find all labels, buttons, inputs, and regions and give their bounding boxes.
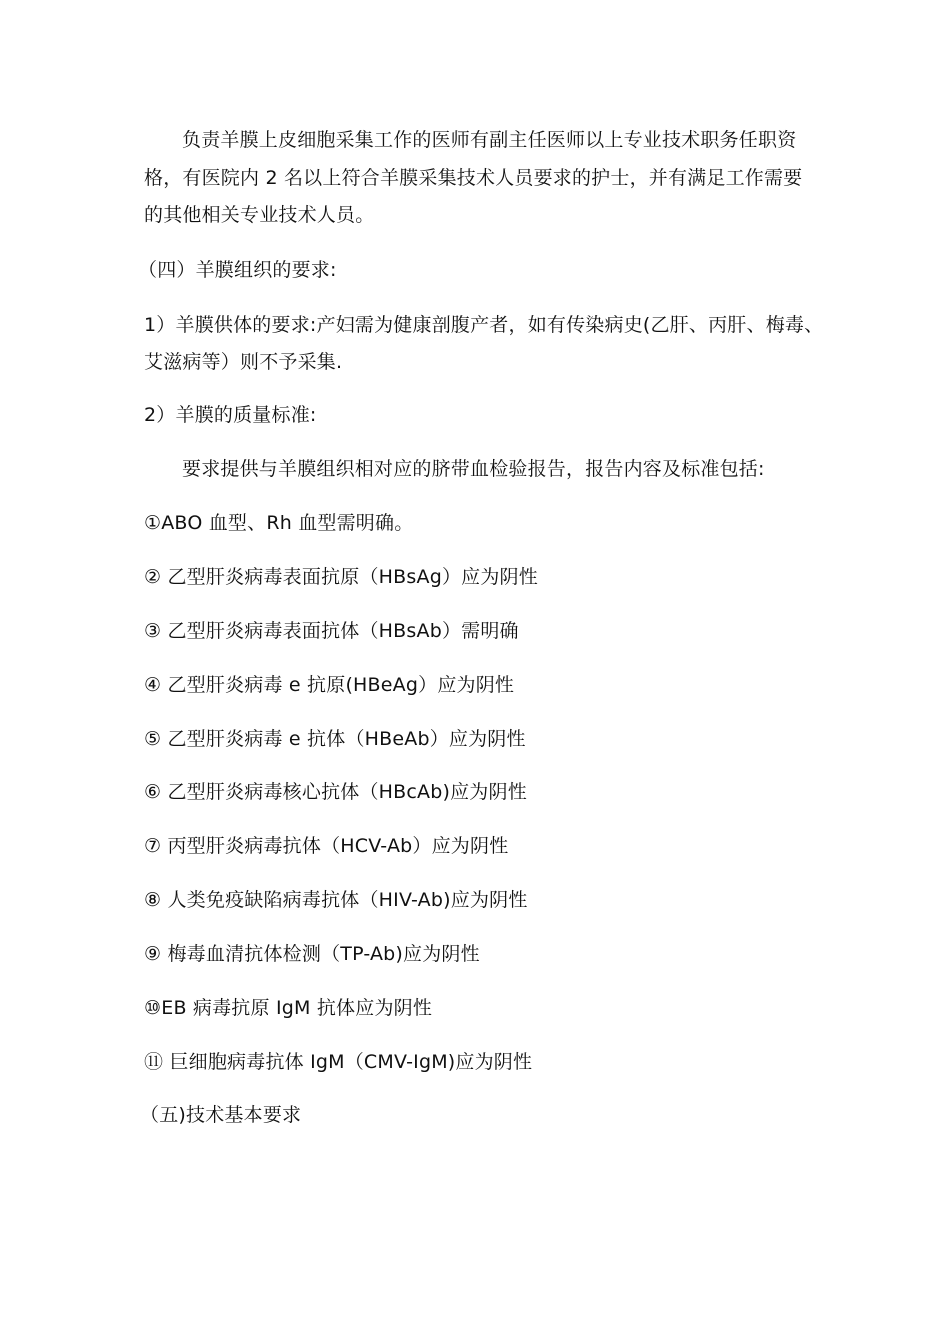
list-item-line: 1）羊膜供体的要求:产妇需为健康剖腹产者，如有传染病史(乙肝、丙肝、梅毒、: [144, 314, 824, 336]
paragraph-line: 负责羊膜上皮细胞采集工作的医师有副主任医师以上专业技术职务任职资: [182, 129, 797, 151]
paragraph-line: 的其他相关专业技术人员。: [144, 204, 375, 226]
criteria-item: ⑪ 巨细胞病毒抗体 IgM（CMV-IgM)应为阴性: [144, 1051, 533, 1073]
criteria-item: ⑤ 乙型肝炎病毒 e 抗体（HBeAb）应为阴性: [144, 728, 526, 750]
section-heading: （五)技术基本要求: [140, 1104, 302, 1126]
criteria-item: ⑥ 乙型肝炎病毒核心抗体（HBcAb)应为阴性: [144, 781, 527, 803]
criteria-item: ①ABO 血型、Rh 血型需明确。: [144, 512, 414, 534]
list-item-heading: 2）羊膜的质量标准:: [144, 404, 317, 426]
criteria-item: ④ 乙型肝炎病毒 e 抗原(HBeAg）应为阴性: [144, 674, 515, 696]
list-item-line: 艾滋病等）则不予采集.: [144, 351, 343, 373]
criteria-item: ③ 乙型肝炎病毒表面抗体（HBsAb）需明确: [144, 620, 519, 642]
criteria-item: ⑨ 梅毒血清抗体检测（TP-Ab)应为阴性: [144, 943, 480, 965]
section-heading: （四）羊膜组织的要求:: [138, 259, 337, 281]
paragraph-line: 格，有医院内 2 名以上符合羊膜采集技术人员要求的护士，并有满足工作需要: [144, 167, 803, 189]
criteria-item: ⑦ 丙型肝炎病毒抗体（HCV-Ab）应为阴性: [144, 835, 509, 857]
criteria-item: ② 乙型肝炎病毒表面抗原（HBsAg）应为阴性: [144, 566, 538, 588]
paragraph-line: 要求提供与羊膜组织相对应的脐带血检验报告，报告内容及标准包括:: [182, 458, 765, 480]
criteria-item: ⑧ 人类免疫缺陷病毒抗体（HIV-Ab)应为阴性: [144, 889, 528, 911]
criteria-item: ⑩EB 病毒抗原 IgM 抗体应为阴性: [144, 997, 433, 1019]
